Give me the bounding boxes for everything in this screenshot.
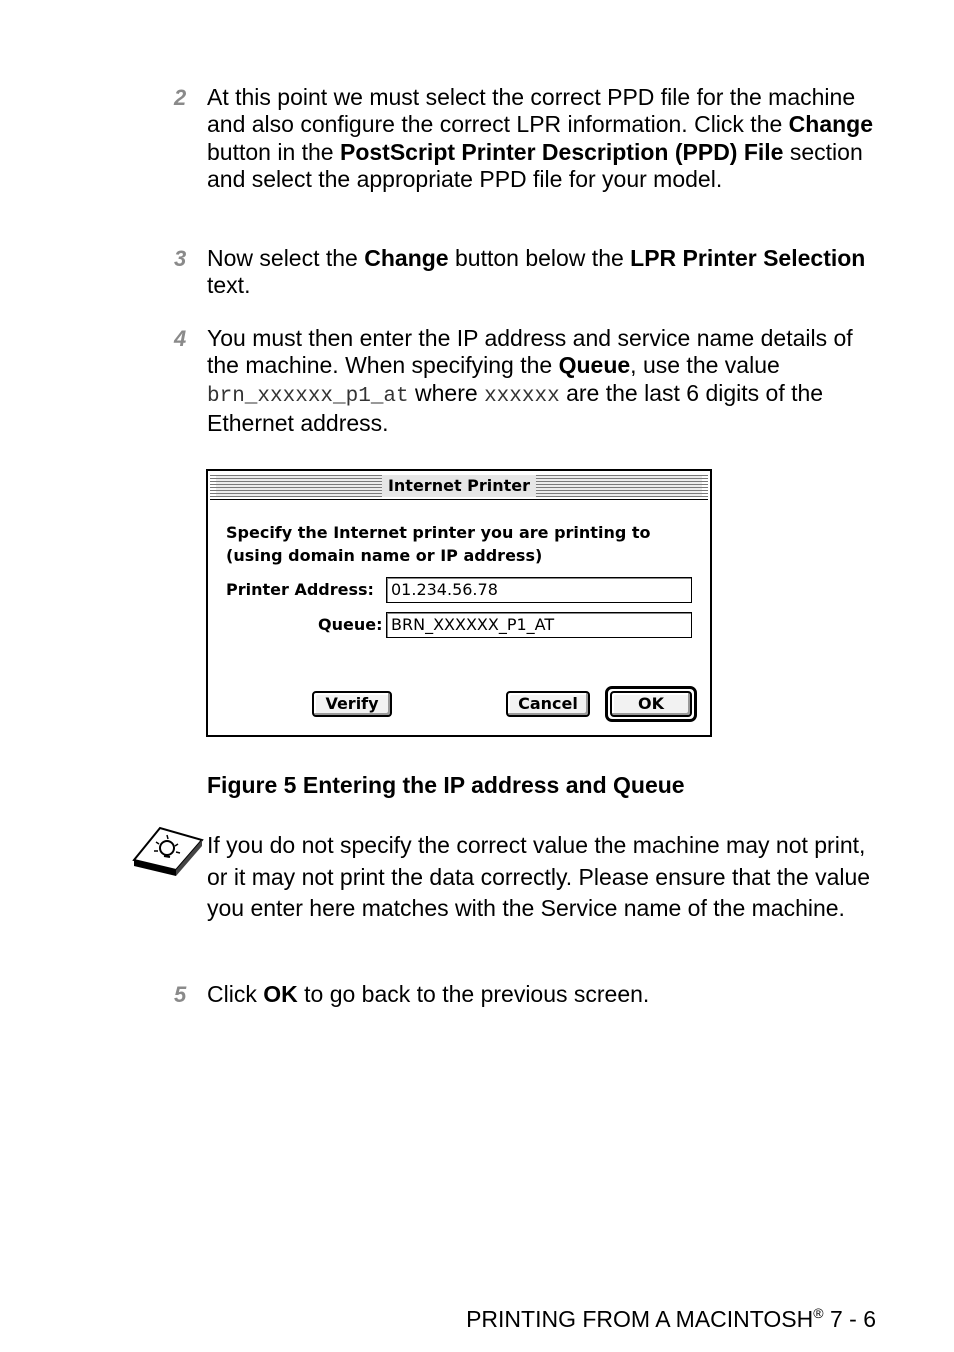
registered-mark: ® — [813, 1305, 824, 1321]
text-run: button below the — [448, 245, 631, 271]
step-number: 4 — [174, 326, 187, 351]
dialog-prompt — [226, 521, 696, 567]
step-text — [207, 245, 877, 300]
verify-button[interactable]: Verify — [312, 691, 392, 717]
internet-printer-dialog — [206, 469, 712, 737]
printer-address-input[interactable]: 01.234.56.78 — [386, 577, 692, 603]
figure-caption: Figure 5 Entering the IP address and Queue — [207, 772, 685, 798]
prompt-line: (using domain name or IP address) — [226, 546, 543, 565]
text-run: You must then enter the IP address and service name details of the machine. When specifying the — [207, 325, 853, 379]
queue-label: Queue: — [318, 615, 383, 634]
text-run: At this point we must select the correct PPD file for the machine and also configure the correct LPR information. Click the — [207, 84, 856, 138]
ok-button[interactable]: OK — [610, 691, 692, 717]
text-code: brn_xxxxxx_p1_at — [207, 384, 409, 408]
text-bold: LPR Printer Selection — [630, 245, 866, 271]
text-run: section and select the appropriate PPD file for your model. — [207, 138, 863, 193]
text-run: where — [408, 379, 485, 406]
text-run: button in the — [207, 138, 340, 165]
text-bold: Change — [364, 245, 449, 271]
text-run: Click — [207, 981, 264, 1007]
text-bold: Queue — [558, 352, 631, 379]
step-text — [207, 981, 877, 1008]
text-bold: Change — [788, 111, 874, 138]
page-footer — [466, 1298, 876, 1334]
text-run: text. — [207, 272, 251, 299]
text-run: , use the value — [630, 352, 780, 379]
note-text: If you do not specify the correct value the machine may not print, or it may not print the data correctly. Please ensure that the value you enter here matches with the Service name of the machine. — [207, 832, 871, 922]
queue-input[interactable]: BRN_XXXXXX_P1_AT — [386, 612, 692, 638]
dialog-titlebar[interactable] — [210, 473, 708, 500]
footer-section: PRINTING FROM A MACINTOSH — [466, 1306, 814, 1332]
text-bold: OK — [263, 981, 298, 1007]
printer-address-label: Printer Address: — [226, 580, 374, 599]
prompt-line: Specify the Internet printer you are printing to — [226, 523, 651, 542]
step-text — [207, 84, 877, 194]
text-code: xxxxxx — [484, 384, 560, 408]
text-run: are the last 6 digits of the Ethernet address. — [207, 379, 824, 437]
text-run: Now select the — [207, 245, 365, 271]
note-pencil-icon — [130, 826, 204, 882]
step-number: 3 — [174, 246, 187, 271]
dialog-title: Internet Printer — [382, 475, 536, 497]
cancel-button[interactable]: Cancel — [506, 691, 590, 717]
text-run: to go back to the previous screen. — [297, 981, 650, 1007]
page-number: 7 - 6 — [823, 1306, 876, 1332]
step-number: 2 — [174, 85, 187, 110]
text-bold: PostScript Printer Description (PPD) File — [340, 138, 784, 165]
step-number: 5 — [174, 982, 187, 1007]
step-text — [207, 325, 877, 438]
